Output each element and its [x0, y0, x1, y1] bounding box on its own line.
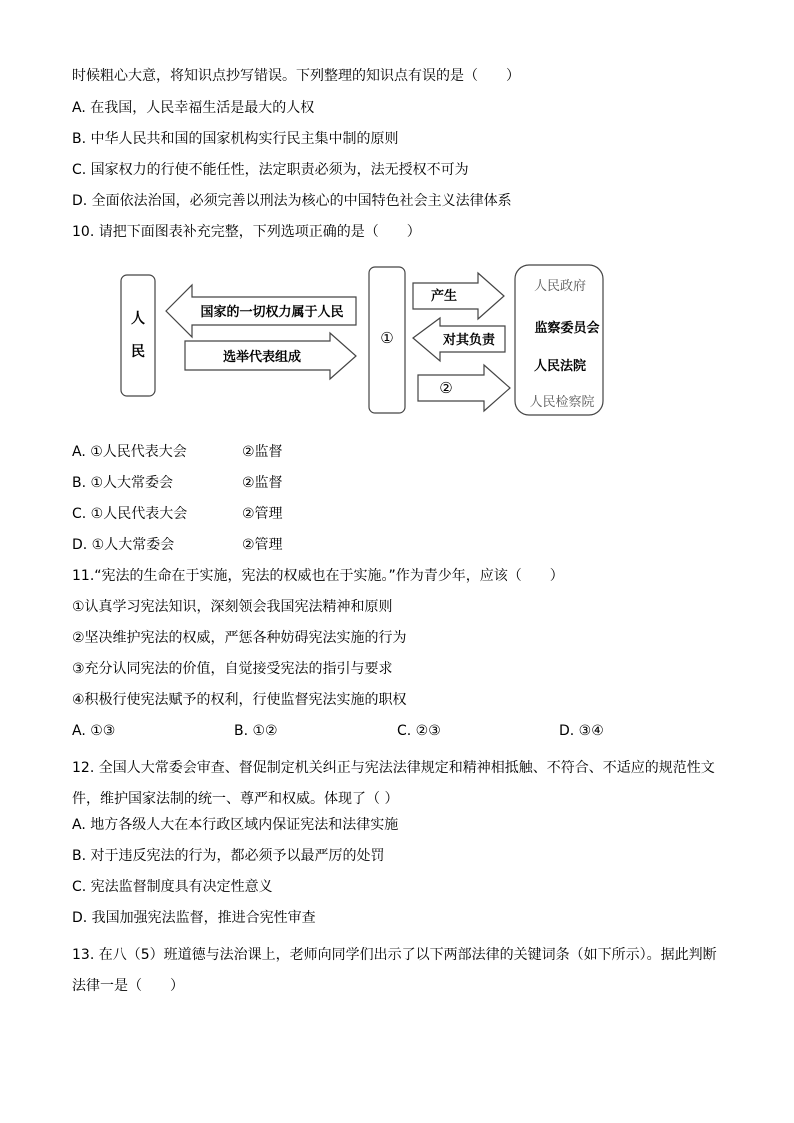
arrow-blank-right	[418, 365, 510, 411]
q10-diagram	[0, 0, 794, 430]
q10-option-b-1: B. ①人大常委会	[72, 475, 174, 491]
q10-option-b-2: ②监督	[242, 475, 283, 491]
q12-option-b[interactable]: B. 对于违反宪法的行为，都必须予以最严厉的处罚	[72, 848, 385, 864]
q9-stem-tail: 时候粗心大意，将知识点抄写错误。下列整理的知识点有误的是（ ）	[72, 68, 520, 84]
arrow-responsible-label: 对其负责	[442, 333, 496, 348]
q11-item-2: ②坚决维护宪法的权威，严惩各种妨碍宪法实施的行为	[72, 630, 407, 646]
q11-option-c[interactable]: C. ②③	[397, 723, 441, 739]
q10-option-d-1: D. ①人大常委会	[72, 537, 175, 553]
center-label: ①	[380, 329, 394, 347]
q13-stem: 13. 在八（5）班道德与法治课上，老师向同学们出示了以下两部法律的关键词条（如下所示）。据此判断法律一是（ ）	[72, 947, 717, 994]
q9-option-d[interactable]: D. 全面依法治国，必须完善以刑法为核心的中国特色社会主义法律体系	[72, 193, 512, 209]
q10-option-d-2: ②管理	[242, 537, 283, 553]
q12-option-a[interactable]: A. 地方各级人大在本行政区域内保证宪法和法律实施	[72, 817, 399, 833]
q10-option-a-1: A. ①人民代表大会	[72, 444, 187, 460]
arrow-produce-label: 产生	[430, 289, 458, 304]
q12-option-c[interactable]: C. 宪法监督制度具有决定性意义	[72, 879, 273, 895]
organ-supervisory: 监察委员会	[534, 321, 600, 336]
arrow-produce-right	[413, 273, 504, 319]
q9-option-c[interactable]: C. 国家权力的行使不能任性，法定职责必须为，法无授权不可为	[72, 162, 469, 178]
q10-option-c-2: ②管理	[242, 506, 283, 522]
arrow-elect-label: 选举代表组成	[222, 350, 302, 365]
arrow-blank-label: ②	[439, 379, 453, 397]
q11-item-4: ④积极行使宪法赋予的权利，行使监督宪法实施的职权	[72, 692, 407, 708]
q11-option-d[interactable]: D. ③④	[559, 723, 604, 739]
organ-court: 人民法院	[533, 359, 587, 374]
organ-procuratorate: 人民检察院	[529, 395, 595, 410]
q11-stem: 11.“宪法的生命在于实施，宪法的权威也在于实施。”作为青少年，应该（ ）	[72, 568, 564, 584]
q10-option-a-2: ②监督	[242, 444, 283, 460]
q11-item-1: ①认真学习宪法知识，深刻领会我国宪法精神和原则	[72, 599, 393, 615]
q9-option-b[interactable]: B. 中华人民共和国的国家机构实行民主集中制的原则	[72, 131, 399, 147]
q12-option-d[interactable]: D. 我国加强宪法监督，推进合宪性审查	[72, 910, 316, 926]
people-box	[121, 275, 155, 396]
q10-stem: 10. 请把下面图表补充完整，下列选项正确的是（ ）	[72, 224, 421, 240]
people-label-2: 民	[131, 344, 145, 360]
organ-government: 人民政府	[533, 279, 587, 294]
q11-option-b[interactable]: B. ①②	[234, 723, 278, 739]
q12-stem: 12. 全国人大常委会审查、督促制定机关纠正与宪法法律规定和精神相抵触、不符合、不适应的规范性文件，维护国家法制的统一、尊严和权威。体现了（ ）	[72, 760, 715, 807]
people-label-1: 人	[131, 311, 145, 327]
q11-item-3: ③充分认同宪法的价值，自觉接受宪法的指引与要求	[72, 661, 393, 677]
arrow-power-label: 国家的一切权力属于人民	[200, 305, 344, 320]
q11-option-a[interactable]: A. ①③	[72, 723, 116, 739]
q9-option-a[interactable]: A. 在我国，人民幸福生活是最大的人权	[72, 100, 315, 116]
q10-option-c-1: C. ①人民代表大会	[72, 506, 188, 522]
